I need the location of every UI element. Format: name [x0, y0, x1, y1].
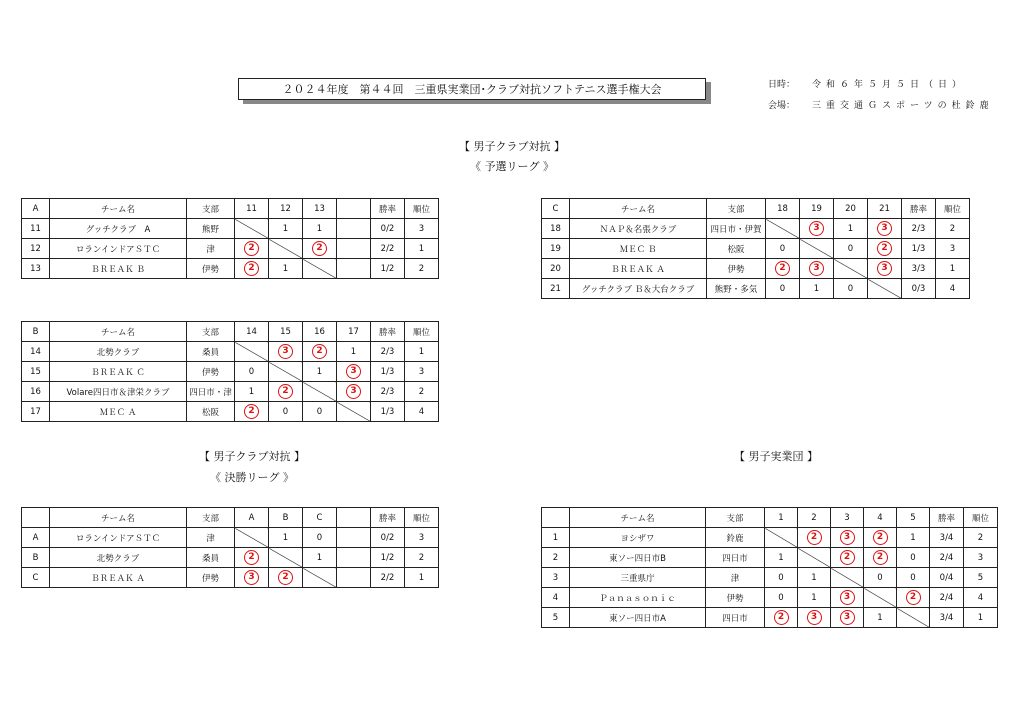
rank: 3	[405, 219, 439, 239]
match-result	[868, 239, 902, 259]
match-result: 0	[897, 548, 930, 568]
team-number: 15	[22, 362, 50, 382]
column-header: 21	[868, 199, 902, 219]
match-result: 1	[765, 548, 798, 568]
table-row	[542, 279, 970, 299]
win-mark: 2	[244, 261, 259, 276]
table-row	[542, 548, 998, 568]
rate-header: 勝率	[902, 199, 936, 219]
match-result	[235, 259, 269, 279]
match-result	[337, 382, 371, 402]
branch: 四日市・津	[187, 382, 235, 402]
match-result	[831, 548, 864, 568]
team-name: 北勢クラブ	[50, 548, 187, 568]
rank: 3	[405, 528, 439, 548]
rank-header: 順位	[964, 508, 998, 528]
win-rate: 2/3	[371, 382, 405, 402]
match-result	[800, 239, 834, 259]
rank: 2	[405, 382, 439, 402]
match-result: 0	[766, 239, 800, 259]
win-rate: 0/2	[371, 528, 405, 548]
win-mark: 3	[807, 610, 822, 625]
rate-header: 勝率	[930, 508, 964, 528]
rank: 5	[964, 568, 998, 588]
league-table	[541, 198, 970, 299]
team-name: 北勢クラブ	[50, 342, 187, 362]
team-number: 18	[542, 219, 570, 239]
match-result	[235, 548, 269, 568]
branch-header: 支部	[187, 199, 235, 219]
match-result	[798, 608, 831, 628]
match-result	[831, 528, 864, 548]
match-result	[269, 342, 303, 362]
rank: 4	[964, 588, 998, 608]
group-label: A	[22, 199, 50, 219]
match-result	[766, 259, 800, 279]
match-result	[337, 548, 371, 568]
match-result	[269, 239, 303, 259]
match-result	[897, 608, 930, 628]
rank: 4	[936, 279, 970, 299]
branch: 四日市	[706, 608, 765, 628]
win-mark: 2	[244, 241, 259, 256]
win-mark: 3	[877, 221, 892, 236]
team-name: ＢＲＥＡＫ Ａ	[50, 568, 187, 588]
match-result	[235, 568, 269, 588]
win-mark: 2	[774, 610, 789, 625]
table-row	[22, 382, 439, 402]
branch: 鈴鹿	[706, 528, 765, 548]
column-header: 16	[303, 322, 337, 342]
match-result: 0	[765, 588, 798, 608]
rank-header: 順位	[405, 322, 439, 342]
match-result: 0	[303, 402, 337, 422]
branch: 津	[706, 568, 765, 588]
match-result	[765, 608, 798, 628]
rank: 2	[964, 528, 998, 548]
rank: 1	[405, 342, 439, 362]
team-number: 21	[542, 279, 570, 299]
win-mark: 3	[346, 384, 361, 399]
match-result	[337, 239, 371, 259]
match-result	[303, 342, 337, 362]
team-header: チーム名	[50, 199, 187, 219]
match-result: 1	[337, 342, 371, 362]
team-number: A	[22, 528, 50, 548]
team-name: 東ソー四日市A	[570, 608, 706, 628]
rank-header: 順位	[405, 508, 439, 528]
branch-header: 支部	[707, 199, 766, 219]
win-mark: 2	[807, 530, 822, 545]
venue-label: 会場：	[768, 101, 796, 111]
match-result: 0	[269, 402, 303, 422]
match-result: 0	[834, 239, 868, 259]
column-header: C	[303, 508, 337, 528]
team-number: 17	[22, 402, 50, 422]
win-rate: 2/4	[930, 548, 964, 568]
team-name: Ｐａｎａｓｏｎｉｃ	[570, 588, 706, 608]
team-name: ＭＥＣ Ｂ	[570, 239, 707, 259]
match-result	[831, 588, 864, 608]
branch: 津	[187, 239, 235, 259]
match-result: 1	[269, 259, 303, 279]
date-label: 日時：	[768, 80, 796, 90]
team-number: 12	[22, 239, 50, 259]
rate-header: 勝率	[371, 322, 405, 342]
date-info	[768, 77, 966, 90]
branch-header: 支部	[706, 508, 765, 528]
match-result: 1	[798, 588, 831, 608]
match-result: 0	[897, 568, 930, 588]
team-name: グッチクラブ A	[50, 219, 187, 239]
win-mark: 2	[877, 241, 892, 256]
win-mark: 2	[873, 550, 888, 565]
match-result: 0	[834, 279, 868, 299]
table-row	[542, 219, 970, 239]
match-result	[235, 219, 269, 239]
win-rate: 0/2	[371, 219, 405, 239]
table-row	[542, 259, 970, 279]
win-mark: 2	[906, 590, 921, 605]
match-result	[868, 219, 902, 239]
branch: 桑員	[187, 342, 235, 362]
win-mark: 2	[244, 550, 259, 565]
match-result	[303, 568, 337, 588]
league-table	[21, 198, 439, 279]
table-row	[22, 568, 439, 588]
match-result: 0	[766, 279, 800, 299]
team-number: 13	[22, 259, 50, 279]
match-result	[269, 362, 303, 382]
column-header: 17	[337, 322, 371, 342]
column-header: 14	[235, 322, 269, 342]
column-header: 12	[269, 199, 303, 219]
team-name: 東ソー四日市B	[570, 548, 706, 568]
team-name: ＢＲＥＡＫ Ｂ	[50, 259, 187, 279]
venue-value: 三重交通Ｇスポーツの杜鈴鹿	[812, 101, 994, 111]
branch: 伊勢	[707, 259, 766, 279]
win-rate: 1/2	[371, 548, 405, 568]
match-result: 1	[800, 279, 834, 299]
match-result	[834, 259, 868, 279]
rank: 4	[405, 402, 439, 422]
win-rate: 0/3	[902, 279, 936, 299]
match-result	[798, 528, 831, 548]
group-label: C	[542, 199, 570, 219]
win-rate: 1/3	[902, 239, 936, 259]
rank: 2	[405, 548, 439, 568]
branch: 熊野・多気	[707, 279, 766, 299]
match-result	[303, 259, 337, 279]
team-number: 19	[542, 239, 570, 259]
table-row	[22, 342, 439, 362]
win-rate: 1/2	[371, 259, 405, 279]
branch: 桑員	[187, 548, 235, 568]
team-header: チーム名	[50, 508, 187, 528]
column-header: 11	[235, 199, 269, 219]
table-row	[22, 362, 439, 382]
match-result	[897, 588, 930, 608]
branch: 伊勢	[706, 588, 765, 608]
table-row	[22, 548, 439, 568]
match-result	[269, 568, 303, 588]
group-label	[22, 508, 50, 528]
win-mark: 2	[312, 344, 327, 359]
group-label	[542, 508, 570, 528]
win-rate: 3/4	[930, 608, 964, 628]
venue-info	[768, 98, 994, 111]
match-result	[269, 548, 303, 568]
branch: 松阪	[707, 239, 766, 259]
corp-heading: 【 男子実業団 】	[734, 450, 818, 463]
win-mark: 2	[873, 530, 888, 545]
rank: 3	[405, 362, 439, 382]
team-number: 3	[542, 568, 570, 588]
column-header: 1	[765, 508, 798, 528]
match-result	[864, 528, 897, 548]
win-mark: 2	[840, 550, 855, 565]
column-header: 15	[269, 322, 303, 342]
table-row	[542, 568, 998, 588]
match-result	[800, 259, 834, 279]
rate-header: 勝率	[371, 508, 405, 528]
match-result	[303, 382, 337, 402]
match-result	[235, 402, 269, 422]
column-header: A	[235, 508, 269, 528]
team-number: B	[22, 548, 50, 568]
team-name: ＮＡＰ＆名張クラブ	[570, 219, 707, 239]
branch-header: 支部	[187, 322, 235, 342]
table-row	[22, 259, 439, 279]
team-name: ＢＲＥＡＫ Ｃ	[50, 362, 187, 382]
match-result: 1	[269, 219, 303, 239]
win-mark: 2	[244, 404, 259, 419]
match-result: 1	[235, 382, 269, 402]
win-mark: 2	[312, 241, 327, 256]
team-name: ＢＲＥＡＫ Ａ	[570, 259, 707, 279]
team-name: Volare四日市＆津栄クラブ	[50, 382, 187, 402]
club-heading: 【 男子クラブ対抗 】	[459, 140, 565, 153]
table-row	[22, 239, 439, 259]
table-row	[542, 239, 970, 259]
match-result: 1	[864, 608, 897, 628]
match-result	[798, 548, 831, 568]
team-name: ヨシザワ	[570, 528, 706, 548]
league-table	[541, 507, 998, 628]
match-result	[337, 362, 371, 382]
table-row	[22, 402, 439, 422]
branch: 四日市・伊賀	[707, 219, 766, 239]
match-result: 1	[303, 548, 337, 568]
branch: 津	[187, 528, 235, 548]
match-result	[269, 382, 303, 402]
team-header: チーム名	[50, 322, 187, 342]
win-rate: 3/4	[930, 528, 964, 548]
team-name: グッチクラブ Ｂ＆大台クラブ	[570, 279, 707, 299]
branch: 伊勢	[187, 259, 235, 279]
branch: 四日市	[706, 548, 765, 568]
table-row	[542, 588, 998, 608]
table-row	[542, 608, 998, 628]
match-result	[864, 548, 897, 568]
rank: 1	[405, 239, 439, 259]
column-header: 20	[834, 199, 868, 219]
team-name: 三重県庁	[570, 568, 706, 588]
team-number: 4	[542, 588, 570, 608]
match-result	[831, 568, 864, 588]
branch: 松阪	[187, 402, 235, 422]
win-rate: 1/3	[371, 402, 405, 422]
column-header: 2	[798, 508, 831, 528]
column-header: 13	[303, 199, 337, 219]
league-table	[21, 321, 439, 422]
match-result: 1	[269, 528, 303, 548]
win-rate: 2/2	[371, 568, 405, 588]
column-header: 5	[897, 508, 930, 528]
club-heading-final: 【 男子クラブ対抗 】	[199, 450, 305, 463]
match-result	[235, 342, 269, 362]
win-rate: 2/4	[930, 588, 964, 608]
rank-header: 順位	[936, 199, 970, 219]
team-header: チーム名	[570, 508, 706, 528]
team-header: チーム名	[570, 199, 707, 219]
rate-header: 勝率	[371, 199, 405, 219]
match-result: 1	[798, 568, 831, 588]
match-result	[337, 259, 371, 279]
branch-header: 支部	[187, 508, 235, 528]
team-number: 5	[542, 608, 570, 628]
column-header: 18	[766, 199, 800, 219]
team-number: 11	[22, 219, 50, 239]
match-result: 1	[897, 528, 930, 548]
final-heading: 《 決勝リーグ 》	[210, 471, 294, 484]
date-value: 令和６年５月５日（日）	[812, 80, 967, 90]
match-result	[831, 608, 864, 628]
team-number: 20	[542, 259, 570, 279]
match-result	[868, 259, 902, 279]
match-result: 0	[235, 362, 269, 382]
win-mark: 3	[809, 261, 824, 276]
match-result	[766, 219, 800, 239]
win-rate: 0/4	[930, 568, 964, 588]
match-result	[235, 239, 269, 259]
team-name: ロランインドアＳＴＣ	[50, 239, 187, 259]
column-header: 4	[864, 508, 897, 528]
win-mark: 3	[809, 221, 824, 236]
win-mark: 3	[840, 530, 855, 545]
win-mark: 3	[346, 364, 361, 379]
match-result: 1	[303, 219, 337, 239]
rank: 1	[936, 259, 970, 279]
match-result	[864, 588, 897, 608]
win-mark: 3	[840, 590, 855, 605]
match-result	[337, 402, 371, 422]
branch: 伊勢	[187, 568, 235, 588]
match-result	[868, 279, 902, 299]
group-label: B	[22, 322, 50, 342]
win-mark: 3	[244, 570, 259, 585]
tournament-title: ２０２４年度 第４４回 三重県実業団･クラブ対抗ソフトテニス選手権大会	[238, 78, 706, 100]
match-result	[235, 528, 269, 548]
win-rate: 2/3	[371, 342, 405, 362]
match-result: 0	[765, 568, 798, 588]
team-number: 1	[542, 528, 570, 548]
team-number: 16	[22, 382, 50, 402]
match-result	[303, 239, 337, 259]
league-table	[21, 507, 439, 588]
column-header: 19	[800, 199, 834, 219]
win-rate: 2/2	[371, 239, 405, 259]
column-header: 3	[831, 508, 864, 528]
match-result	[337, 528, 371, 548]
table-row	[542, 528, 998, 548]
team-number: 2	[542, 548, 570, 568]
win-mark: 3	[877, 261, 892, 276]
column-header	[337, 508, 371, 528]
team-number: C	[22, 568, 50, 588]
rank: 2	[936, 219, 970, 239]
win-mark: 2	[775, 261, 790, 276]
match-result	[337, 568, 371, 588]
table-row	[22, 528, 439, 548]
win-mark: 3	[278, 344, 293, 359]
match-result	[337, 219, 371, 239]
match-result: 1	[303, 362, 337, 382]
match-result	[800, 219, 834, 239]
win-mark: 2	[278, 570, 293, 585]
rank: 1	[964, 608, 998, 628]
prelim-heading: 《 予選リーグ 》	[470, 160, 554, 173]
rank: 3	[936, 239, 970, 259]
win-rate: 1/3	[371, 362, 405, 382]
win-rate: 2/3	[902, 219, 936, 239]
branch: 熊野	[187, 219, 235, 239]
win-rate: 3/3	[902, 259, 936, 279]
rank: 2	[405, 259, 439, 279]
table-row	[22, 219, 439, 239]
rank: 1	[405, 568, 439, 588]
win-mark: 2	[278, 384, 293, 399]
team-number: 14	[22, 342, 50, 362]
column-header	[337, 199, 371, 219]
rank-header: 順位	[405, 199, 439, 219]
match-result	[765, 528, 798, 548]
match-result: 1	[834, 219, 868, 239]
match-result: 0	[864, 568, 897, 588]
team-name: ＭＥＣ Ａ	[50, 402, 187, 422]
column-header: B	[269, 508, 303, 528]
win-mark: 3	[840, 610, 855, 625]
team-name: ロランインドアＳＴＣ	[50, 528, 187, 548]
branch: 伊勢	[187, 362, 235, 382]
rank: 3	[964, 548, 998, 568]
match-result: 0	[303, 528, 337, 548]
